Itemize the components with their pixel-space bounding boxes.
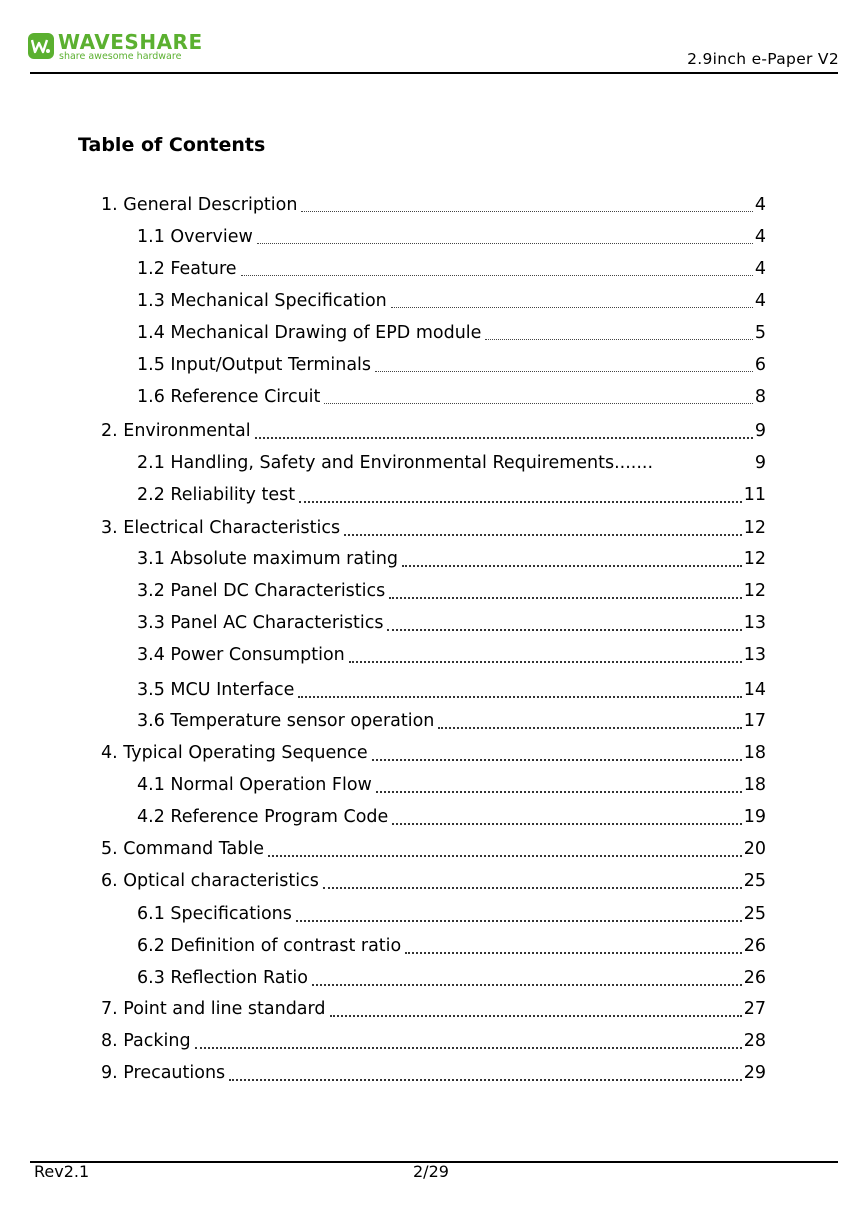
revision-label: Rev2.1: [34, 1162, 90, 1181]
toc-entry[interactable]: [137, 546, 766, 570]
toc-entry-page: 19: [743, 807, 766, 827]
toc-entry-page: 17: [743, 711, 766, 731]
dot-leader: [301, 211, 752, 212]
dot-leader: [402, 565, 742, 567]
dot-leader: [257, 243, 753, 244]
toc-entry[interactable]: [137, 610, 766, 634]
toc-entry-page: 20: [743, 839, 766, 859]
toc-entry-label: 4. Typical Operating Sequence: [101, 743, 368, 763]
brand-name: WAVESHARE: [58, 30, 203, 54]
toc-entry[interactable]: [101, 868, 766, 892]
toc-entry-label: 9. Precautions: [101, 1063, 226, 1083]
toc-entry[interactable]: [137, 901, 766, 925]
toc-entry-label: 4.1 Normal Operation Flow: [137, 775, 372, 795]
toc-entry-page: 4: [754, 259, 766, 279]
dot-leader: [324, 403, 752, 404]
toc-entry-label: 1.6 Reference Circuit: [137, 387, 321, 407]
toc-entry-label: 3.2 Panel DC Characteristics: [137, 581, 386, 601]
toc-entry-label: 3. Electrical Characteristics: [101, 518, 341, 538]
toc-entry-page: 29: [743, 1063, 766, 1083]
toc-entry[interactable]: [137, 352, 766, 376]
toc-entry-label: 2.2 Reliability test: [137, 485, 296, 505]
toc-entry[interactable]: [137, 642, 766, 666]
toc-entry-page: 9: [754, 453, 766, 473]
dot-leader: [344, 534, 742, 536]
toc-entry-label: 4.2 Reference Program Code: [137, 807, 389, 827]
toc-entry-label: 1.4 Mechanical Drawing of EPD module: [137, 323, 482, 343]
toc-entry[interactable]: [101, 418, 766, 442]
toc-entry[interactable]: [137, 384, 766, 408]
toc-entry-page: 12: [743, 518, 766, 538]
page-number: 2/29: [413, 1162, 449, 1181]
toc-entry-label: 3.3 Panel AC Characteristics: [137, 613, 384, 633]
toc-entry-page: 13: [743, 645, 766, 665]
toc-entry[interactable]: [137, 320, 766, 344]
toc-entry-page: 14: [743, 680, 766, 700]
toc-entry[interactable]: [137, 933, 766, 957]
toc-entry-page: 9: [754, 421, 766, 441]
document-title: 2.9inch e-Paper V2: [687, 50, 839, 68]
dot-leader: [405, 952, 742, 954]
toc-entry-label: 6. Optical characteristics: [101, 871, 319, 891]
toc-entry-label: 3.4 Power Consumption: [137, 645, 345, 665]
toc-entry-label: 1.1 Overview: [137, 227, 253, 247]
dot-leader: [312, 984, 742, 986]
toc-entry[interactable]: [101, 1028, 766, 1052]
toc-entry-label: 3.1 Absolute maximum rating: [137, 549, 399, 569]
toc-entry[interactable]: [101, 1060, 766, 1084]
dot-leader: [389, 597, 741, 599]
toc-entry[interactable]: [101, 996, 766, 1020]
dot-leader: [376, 791, 742, 793]
dot-leader: [299, 501, 742, 503]
toc-entry-page: 4: [754, 291, 766, 311]
toc-heading: Table of Contents: [78, 134, 266, 156]
toc-entry-page: 18: [743, 775, 766, 795]
toc-entry-page: 12: [743, 549, 766, 569]
toc-entry-label: 2. Environmental: [101, 421, 251, 441]
toc-entry-page: 5: [754, 323, 766, 343]
toc-entry-page: 26: [743, 936, 766, 956]
dot-leader: [375, 371, 753, 372]
dot-leader: [229, 1079, 742, 1081]
toc-entry-page: 6: [754, 355, 766, 375]
toc-entry[interactable]: [137, 482, 766, 506]
toc-entry[interactable]: [101, 515, 766, 539]
toc-entry-page: 27: [743, 999, 766, 1019]
toc-entry[interactable]: [137, 708, 766, 732]
toc-entry-page: 8: [754, 387, 766, 407]
toc-entry-label: 2.1 Handling, Safety and Environmental Requirements.......: [137, 453, 654, 473]
dot-leader: [268, 855, 742, 857]
toc-entry-label: 6.1 Specifications: [137, 904, 292, 924]
dot-leader: [485, 339, 752, 340]
toc-entry-page: 28: [743, 1031, 766, 1051]
toc-entry[interactable]: [101, 192, 766, 216]
dot-leader: [296, 920, 742, 922]
toc-entry-label: 6.2 Definition of contrast ratio: [137, 936, 402, 956]
toc-entry[interactable]: [137, 578, 766, 602]
dot-leader: [349, 661, 742, 663]
brand-tagline: share awesome hardware: [59, 51, 182, 62]
toc-entry-label: 5. Command Table: [101, 839, 265, 859]
toc-entry-label: 1.5 Input/Output Terminals: [137, 355, 372, 375]
dot-leader: [392, 823, 741, 825]
dot-leader: [330, 1015, 742, 1017]
dot-leader: [372, 759, 742, 761]
toc-entry-page: 11: [743, 485, 766, 505]
toc-entry-page: 18: [743, 743, 766, 763]
toc-entry[interactable]: [137, 224, 766, 248]
toc-entry-label: 3.5 MCU Interface: [137, 680, 295, 700]
toc-entry-label: 8. Packing: [101, 1031, 191, 1051]
dot-leader: [195, 1047, 742, 1049]
dot-leader: [241, 275, 753, 276]
toc-entry[interactable]: [137, 772, 766, 796]
toc-entry-label: 1. General Description: [101, 195, 298, 215]
dot-leader: [298, 696, 741, 698]
toc-entry-label: 3.6 Temperature sensor operation: [137, 711, 435, 731]
toc-entry-label: 7. Point and line standard: [101, 999, 326, 1019]
toc-entry-label: 1.3 Mechanical Specification: [137, 291, 387, 311]
dot-leader: [323, 887, 742, 889]
toc-entry[interactable]: [101, 740, 766, 764]
toc-entry[interactable]: [137, 677, 766, 701]
toc-entry-page: 12: [743, 581, 766, 601]
toc-entry-page: 26: [743, 968, 766, 988]
toc-entry-page: 13: [743, 613, 766, 633]
dot-leader: [255, 437, 753, 439]
toc-entry[interactable]: [137, 965, 766, 989]
dot-leader: [387, 629, 741, 631]
dot-leader: [438, 727, 741, 729]
toc-entry-page: 4: [754, 195, 766, 215]
toc-entry[interactable]: [137, 256, 766, 280]
toc-entry[interactable]: [101, 836, 766, 860]
dot-leader: [391, 307, 753, 308]
toc-entry-label: 6.3 Reflection Ratio: [137, 968, 308, 988]
toc-entry[interactable]: [137, 450, 766, 474]
toc-entry-page: 25: [743, 904, 766, 924]
toc-entry[interactable]: [137, 804, 766, 828]
toc-entry-page: 4: [754, 227, 766, 247]
toc-entry-label: 1.2 Feature: [137, 259, 237, 279]
toc-entry[interactable]: [137, 288, 766, 312]
toc-entry-page: 25: [743, 871, 766, 891]
